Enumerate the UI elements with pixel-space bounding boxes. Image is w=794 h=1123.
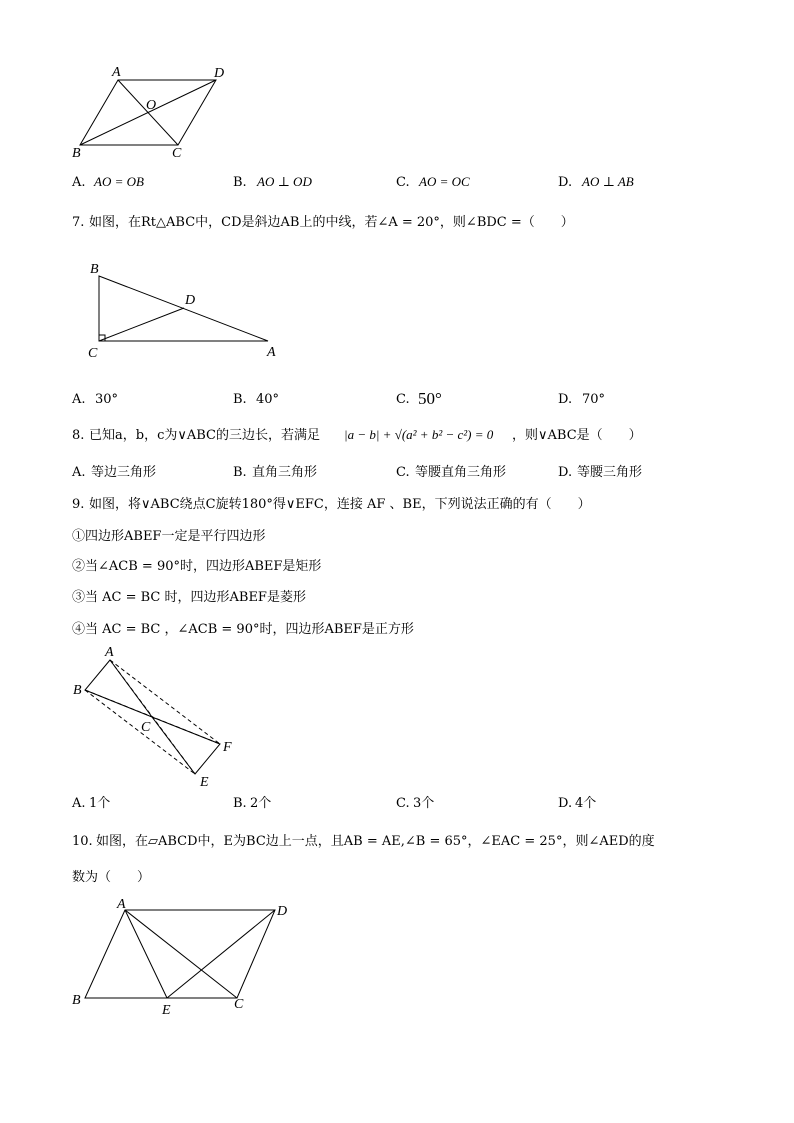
q8-option-b-key: B. xyxy=(233,465,247,480)
q8-option-a-key: A. xyxy=(72,465,86,480)
q6-option-a-key: A. xyxy=(72,175,86,190)
q7-option-c-text: 50° xyxy=(418,389,442,408)
q9-option-c-text: 3个 xyxy=(413,796,435,811)
q7-option-d-key: D. xyxy=(558,392,573,407)
q8-option-b-text: 直角三角形 xyxy=(252,465,318,480)
q8-option-c-text: 等腰直角三角形 xyxy=(415,465,507,480)
label-a: A xyxy=(112,65,121,80)
q9-statement-1: ①四边形ABEF一定是平行四边形 xyxy=(72,529,266,544)
q8-text-post: ，则∨ABC是（ ） xyxy=(512,428,642,443)
q9-text: 如图，将∨ABC绕点C旋转180°得∨EFC，连接 AF 、BE，下列说法正确的有（ ） xyxy=(89,497,591,512)
q8-option-a-text: 等边三角形 xyxy=(91,465,157,480)
q8-option-d-text: 等腰三角形 xyxy=(577,465,643,480)
q6-option-a-text: AO = OB xyxy=(94,174,144,189)
label-c: C xyxy=(172,146,182,161)
label-b: B xyxy=(90,262,99,277)
label-o: O xyxy=(146,98,157,113)
parallelogram-abcd xyxy=(85,910,275,998)
q9-option-a-key: A. xyxy=(72,796,86,811)
label-e: E xyxy=(200,775,209,790)
q6-option-c-text: AO = OC xyxy=(419,174,470,189)
q7-number: 7. xyxy=(72,215,85,230)
label-d: D xyxy=(185,293,196,308)
q7-option-b-key: B. xyxy=(233,392,247,407)
label-e: E xyxy=(162,1003,171,1018)
q6-option-b-key: B. xyxy=(233,175,247,190)
q9-statement-4: ④当 AC = BC ，∠ACB = 90°时，四边形ABEF是正方形 xyxy=(72,622,414,637)
q9-option-b-key: B. xyxy=(233,796,247,811)
label-c: C xyxy=(88,346,98,361)
q9-statement-3: ③当 AC = BC 时，四边形ABEF是菱形 xyxy=(72,590,306,605)
q9-number: 9. xyxy=(72,497,85,512)
label-c: C xyxy=(234,997,244,1012)
label-d: D xyxy=(277,904,288,919)
q9-option-a-text: 1个 xyxy=(89,796,111,811)
q10-number: 10. xyxy=(72,834,93,849)
q6-option-d-key: D. xyxy=(558,175,573,190)
q7-option-a-key: A. xyxy=(72,392,86,407)
q7-text: 如图，在Rt△ABC中，CD是斜边AB上的中线，若∠A = 20°，则∠BDC =（ ） xyxy=(89,215,574,230)
segment-ac xyxy=(125,910,237,998)
q10-text-line1: 如图，在▱ABCD中，E为BC边上一点，且AB = AE,∠B = 65°，∠EAC = 25°，则∠AED的度 xyxy=(96,834,655,849)
segment-ae xyxy=(125,910,167,998)
label-a: A xyxy=(117,897,126,912)
q6-option-c-key: C. xyxy=(396,175,410,190)
q7-option-a-text: 30° xyxy=(95,392,119,407)
q7-option-b-text: 40° xyxy=(256,392,280,407)
label-b: B xyxy=(72,993,81,1008)
q9-option-c-key: C. xyxy=(396,796,410,811)
q6-option-d-text: AO ⊥ AB xyxy=(582,174,634,189)
q8-text-pre: 已知a，b，c为∨ABC的三边长，若满足 xyxy=(89,428,320,443)
q8-option-c-key: C. xyxy=(396,465,410,480)
q8-formula: |a − b| + √(a² + b² − c²) = 0 xyxy=(344,427,494,442)
label-f: F xyxy=(223,740,232,755)
q8-number: 8. xyxy=(72,428,85,443)
label-b: B xyxy=(73,683,82,698)
q10-text-line2: 数为（ ） xyxy=(72,870,151,885)
q9-statement-2: ②当∠ACB = 90°时，四边形ABEF是矩形 xyxy=(72,559,322,574)
q9-option-d-key: D. xyxy=(558,796,573,811)
label-c: C xyxy=(141,720,151,735)
label-a: A xyxy=(105,645,114,660)
q7-option-c-key: C. xyxy=(396,392,410,407)
q8-option-d-key: D. xyxy=(558,465,573,480)
q9-option-b-text: 2个 xyxy=(250,796,272,811)
label-a: A xyxy=(267,345,276,360)
q9-option-d-text: 4个 xyxy=(575,796,597,811)
q6-option-b-text: AO ⊥ OD xyxy=(257,174,312,189)
q7-option-d-text: 70° xyxy=(582,392,606,407)
label-b: B xyxy=(72,146,81,161)
label-d: D xyxy=(214,66,225,81)
